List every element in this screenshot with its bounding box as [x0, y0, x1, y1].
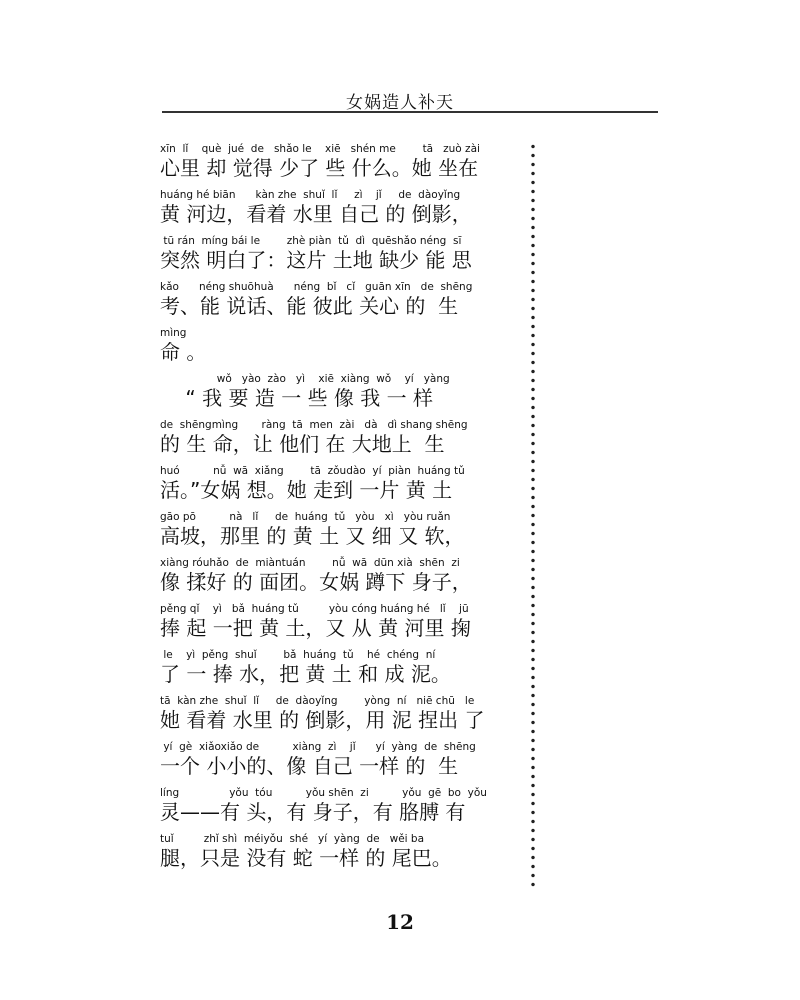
pinyin-row: xīn lǐ què jué de shǎo le xiē shén me tā zuò zài — [160, 143, 480, 155]
hanzi-row: 突然 明白了：这片 土地 缺少 能 思 — [160, 248, 472, 272]
hanzi-row: 活。”女娲 想。她 走到 一片 黄 土 — [160, 478, 453, 502]
text-line — [160, 270, 530, 316]
hanzi-row: 高坡，那里 的 黄 土 又 细 又 软， — [160, 524, 465, 548]
pinyin-row: yí gè xiǎoxiǎo de xiàng zì jǐ yí yàng de shēng — [160, 741, 476, 753]
hanzi-row: 她 看着 水里 的 倒影，用 泥 捏出 了 — [160, 708, 485, 732]
hanzi-row: 心里 却 觉得 少了 些 什么。她 坐在 — [160, 156, 479, 180]
hanzi-row: 考、能 说话、能 彼此 关心 的 生 — [160, 294, 459, 318]
hanzi-row: 腿，只是 没有 蛇 一样 的 尾巴。 — [160, 846, 452, 870]
text-line — [160, 500, 530, 546]
hanzi-row: 了 一 捧 水，把 黄 土 和 成 泥。 — [160, 662, 451, 686]
text-line — [160, 592, 530, 638]
pinyin-row: xiàng róuhǎo de miàntuán nǚ wā dūn xià shēn zi — [160, 557, 460, 569]
page-number: 12 — [386, 910, 414, 934]
pinyin-row: tā kàn zhe shuǐ lǐ de dàoyǐng yòng ní niē chū le — [160, 695, 475, 707]
page-header-title: 女娲造人补天 — [346, 93, 454, 113]
pinyin-row: gāo pō nà lǐ de huáng tǔ yòu xì yòu ruǎn — [160, 511, 451, 523]
pinyin-row: huó nǚ wā xiǎng tā zǒudào yí piàn huáng tǔ — [160, 465, 465, 477]
hanzi-row: 灵——有 头，有 身子，有 胳膊 有 — [160, 800, 466, 824]
pinyin-row: tū rán míng bái le zhè piàn tǔ dì quēshǎo néng sī — [160, 235, 462, 247]
pinyin-row: huáng hé biān kàn zhe shuǐ lǐ zì jǐ de dàoyǐng — [160, 189, 461, 201]
text-line — [160, 546, 530, 592]
pinyin-row: líng yǒu tóu yǒu shēn zi yǒu gē bo yǒu — [160, 787, 487, 799]
text-line — [160, 362, 530, 408]
pinyin-row: kǎo néng shuōhuà néng bǐ cǐ guān xīn de shēng — [160, 281, 473, 293]
dotted-margin-line — [531, 142, 535, 888]
text-line — [160, 132, 530, 178]
header-divider — [162, 111, 658, 113]
hanzi-row: 一个 小小的、像 自己 一样 的 生 — [160, 754, 459, 778]
text-line — [160, 730, 530, 776]
text-line — [160, 178, 530, 224]
text-line — [160, 454, 530, 500]
story-text — [160, 132, 530, 868]
text-line — [160, 638, 530, 684]
text-line — [160, 316, 530, 362]
hanzi-row: 的 生 命，让 他们 在 大地上 生 — [160, 432, 445, 456]
text-line — [160, 224, 530, 270]
pinyin-row: pěng qǐ yì bǎ huáng tǔ yòu cóng huáng hé lǐ jū — [160, 603, 469, 615]
text-line — [160, 684, 530, 730]
hanzi-row: 命 。 — [160, 340, 207, 364]
pinyin-row: le yì pěng shuǐ bǎ huáng tǔ hé chéng ní — [160, 649, 436, 661]
pinyin-row: de shēngmìng ràng tā men zài dà dì shang shēng — [160, 419, 468, 431]
text-line — [160, 822, 530, 868]
hanzi-row: 像 揉好 的 面团。女娲 蹲下 身子， — [160, 570, 472, 594]
pinyin-row: mìng — [160, 327, 187, 339]
text-line — [160, 776, 530, 822]
hanzi-row: 捧 起 一把 黄 土，又 从 黄 河里 掬 — [160, 616, 471, 640]
pinyin-row: wǒ yào zào yì xiē xiàng wǒ yí yàng — [160, 373, 450, 385]
pinyin-row: tuǐ zhǐ shì méiyǒu shé yí yàng de wěi ba — [160, 833, 425, 845]
hanzi-row: “ 我 要 造 一 些 像 我 一 样 — [160, 386, 434, 410]
text-line — [160, 408, 530, 454]
hanzi-row: 黄 河边，看着 水里 自己 的 倒影， — [160, 202, 472, 226]
